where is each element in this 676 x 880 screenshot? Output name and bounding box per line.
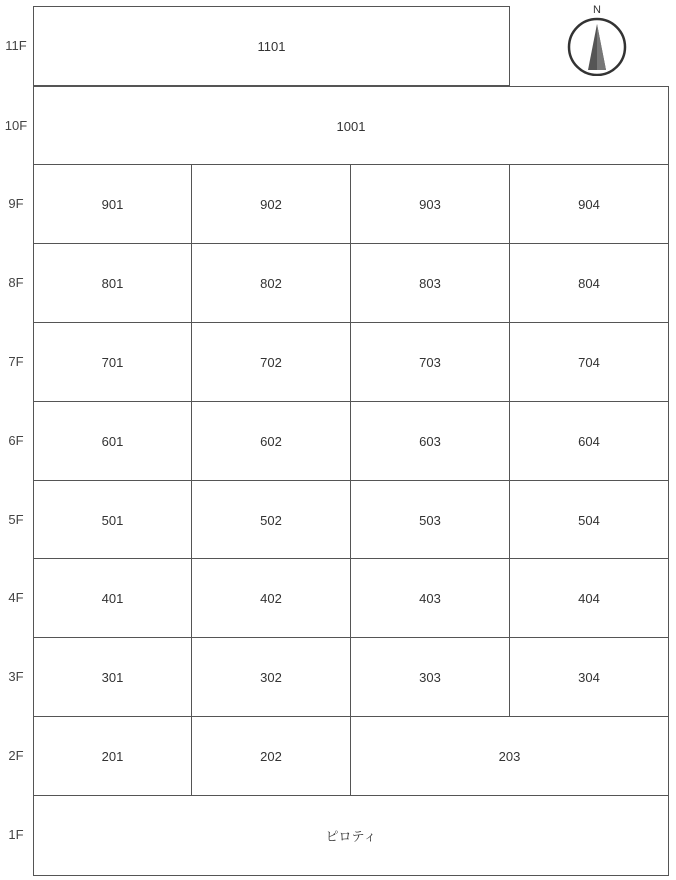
unit-number: 203 (498, 748, 521, 764)
floor-label: 7F (8, 353, 24, 369)
unit-number: 604 (578, 433, 600, 449)
unit-cell (191, 637, 351, 717)
unit-cell (33, 480, 192, 560)
unit-number: 902 (260, 196, 282, 212)
unit-cell (33, 164, 192, 244)
unit-cell (33, 637, 192, 717)
floor-label: 11F (5, 37, 27, 53)
unit-cell (350, 322, 510, 402)
unit-cell (33, 243, 192, 323)
unit-cell (509, 243, 669, 323)
unit-number: 702 (260, 354, 282, 370)
unit-cell (33, 6, 510, 86)
floor-label: 8F (8, 274, 24, 290)
unit-number: ピロティ (325, 829, 377, 844)
unit-cell (350, 558, 510, 638)
unit-number: 1001 (336, 118, 366, 134)
unit-number: 403 (419, 590, 441, 606)
unit-cell (33, 322, 192, 402)
unit-cell (509, 558, 669, 638)
unit-cell (509, 164, 669, 244)
floor-label: 4F (8, 589, 24, 605)
compass-north-label: N (593, 4, 601, 16)
unit-cell (33, 86, 669, 166)
compass (566, 4, 628, 74)
unit-number: 802 (260, 275, 282, 291)
floor-label: 6F (8, 432, 24, 448)
unit-number: 701 (101, 354, 124, 370)
unit-number: 703 (419, 354, 441, 370)
unit-number: 301 (101, 669, 124, 685)
unit-number: 601 (101, 433, 124, 449)
unit-cell (33, 558, 192, 638)
unit-number: 504 (578, 512, 600, 528)
unit-number: 904 (578, 196, 600, 212)
floor-label: 1F (8, 827, 24, 842)
unit-number: 502 (260, 512, 282, 528)
unit-cell (509, 480, 669, 560)
unit-cell (33, 401, 192, 481)
unit-number: 801 (101, 275, 124, 291)
unit-cell (191, 401, 351, 481)
unit-number: 401 (101, 590, 124, 606)
unit-number: 402 (260, 590, 282, 606)
unit-cell (350, 716, 669, 796)
unit-cell (350, 164, 510, 244)
unit-cell (509, 322, 669, 402)
unit-number: 704 (578, 354, 600, 370)
unit-cell (191, 558, 351, 638)
unit-number: 901 (101, 196, 124, 212)
unit-number: 304 (578, 669, 600, 685)
unit-cell (350, 401, 510, 481)
unit-cell (191, 322, 351, 402)
unit-cell (350, 243, 510, 323)
unit-number: 303 (419, 669, 441, 685)
unit-number: 803 (419, 275, 441, 291)
unit-cell (509, 637, 669, 717)
floor-label: 10F (4, 117, 28, 133)
unit-number: 201 (101, 748, 124, 764)
unit-number: 202 (260, 748, 282, 764)
unit-number: 602 (260, 433, 282, 449)
unit-number: 903 (419, 196, 441, 212)
floor-label: 3F (8, 668, 24, 684)
floor-label: 9F (8, 195, 24, 211)
unit-number: 603 (419, 433, 441, 449)
unit-cell (191, 243, 351, 323)
unit-cell (350, 480, 510, 560)
unit-cell (33, 716, 192, 796)
unit-cell (509, 401, 669, 481)
unit-number: 302 (260, 669, 282, 685)
floor-label: 5F (8, 511, 24, 527)
north-arrow-icon (566, 14, 628, 76)
unit-cell (191, 480, 351, 560)
unit-cell (191, 716, 351, 796)
unit-number: 1101 (257, 38, 286, 54)
unit-number: 804 (578, 275, 600, 291)
floor-label: 2F (8, 747, 24, 763)
unit-cell (33, 795, 669, 876)
unit-number: 501 (101, 512, 124, 528)
unit-number: 404 (578, 590, 600, 606)
unit-cell (191, 164, 351, 244)
unit-number: 503 (419, 512, 441, 528)
unit-cell (350, 637, 510, 717)
